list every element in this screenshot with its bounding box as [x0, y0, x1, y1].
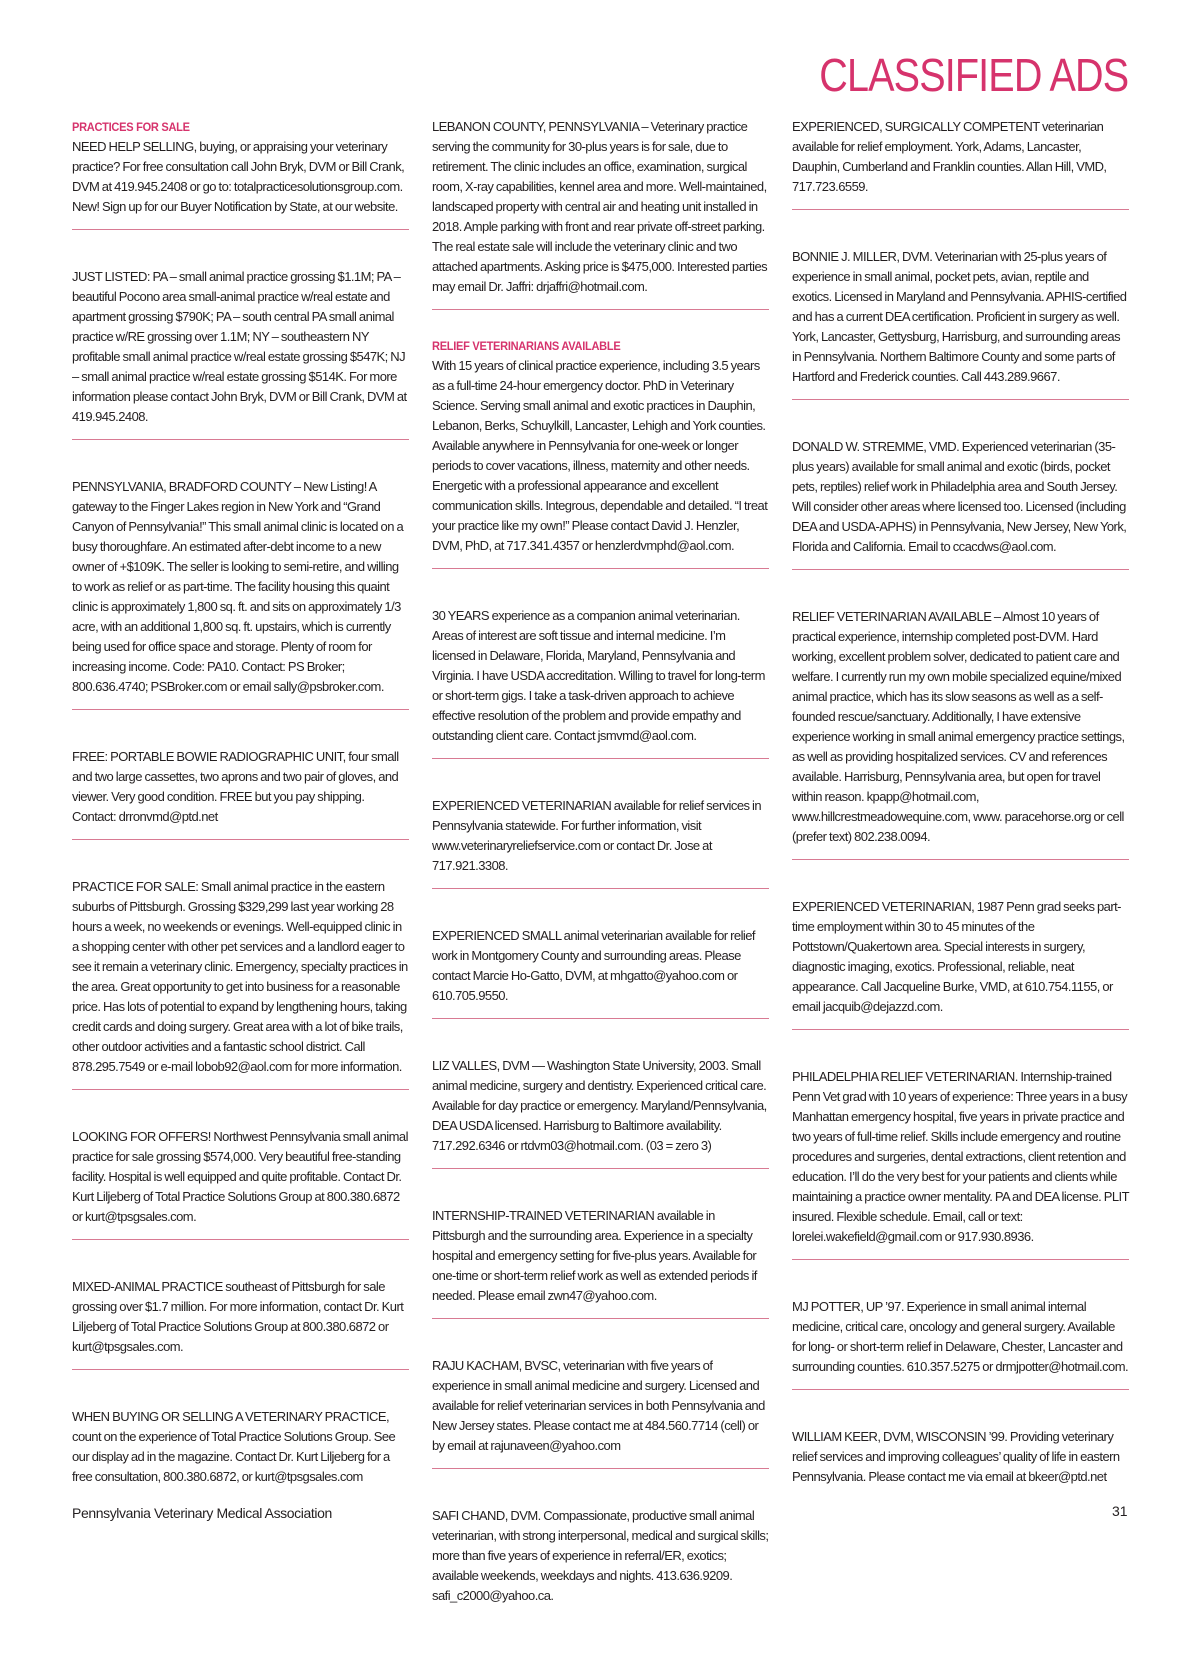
ad-text: INTERNSHIP-TRAINED VETERINARIAN available in Pittsburgh and the surrounding area. Experience in a specialty hospital and emergency setting for five-plus years. Available for one-time or short-term relief work as well as extended periods if needed. Please email zwn47@yahoo.com.	[432, 1208, 757, 1303]
classified-ad	[792, 897, 1129, 1030]
classified-ad	[792, 607, 1129, 860]
classified-ad	[72, 1127, 409, 1240]
ad-text: RELIEF VETERINARIAN AVAILABLE – Almost 10 years of practical experience, internship completed post-DVM. Hard working, excellent problem solver, dedicated to patient care and welfare. I currently run my own mobile specialized equine/mixed animal practice, which has its slow seasons as well as a self-founded rescue/sanctuary. Additionally, I have extensive experience working in small animal emergency practice settings, as well as providing hospitalized services. CV and references available. Harrisburg, Pennsylvania area, but open for travel within reason. kpapp@hotmail.com, www.hillcrestmeadowequine.com, www. paracehorse.org or cell (prefer text) 802.238.0094.	[792, 609, 1125, 844]
classified-ad	[72, 1407, 409, 1499]
classified-ad	[72, 267, 409, 440]
classified-ad	[792, 247, 1129, 400]
classified-ad	[792, 1067, 1129, 1260]
classified-ad	[792, 117, 1129, 210]
ad-text: JUST LISTED: PA – small animal practice grossing $1.1M; PA – beautiful Pocono area small-animal practice w/real estate and apartment grossing $790K; PA – south central PA small animal practice w/RE grossing over 1.1M; NY – southeastern NY profitable small animal practice w/real estate grossing $547K; NJ – small animal practice w/real estate grossing $514K. For more information please contact John Bryk, DVM or Bill Crank, DVM at 419.945.2408.	[72, 269, 407, 424]
classified-ad	[432, 926, 769, 1019]
page-title: CLASSIFIED ADS	[819, 49, 1128, 101]
column-right	[792, 117, 1129, 1536]
ad-text: EXPERIENCED VETERINARIAN available for relief services in Pennsylvania statewide. For further information, visit www.veterinaryreliefservice.com or contact Dr. Jose at 717.921.3308.	[432, 798, 762, 873]
ad-text: LEBANON COUNTY, PENNSYLVANIA – Veterinary practice serving the community for 30-plus years is for sale, due to retirement. The clinic includes an office, examination, surgical room, X-ray capabilities, kennel area and more. Well-maintained, landscaped property with central air and heating unit installed in 2018. Ample parking with front and rear private off-street parking. The real estate sale will include the veterinary clinic and two attached apartments. Asking price is $475,000. Interested parties may email Dr. Jaffri: drjaffri@hotmail.com.	[432, 119, 768, 294]
classified-ad	[72, 747, 409, 840]
ad-text: RAJU KACHAM, BVSC, veterinarian with five years of experience in small animal medicine and surgery. Licensed and available for relief veterinarian services in both Pennsylvania and New Jersey states. Please contact me at 484.560.7714 (cell) or by email at rajunaveen@yahoo.com	[432, 1358, 765, 1453]
ad-text: With 15 years of clinical practice experience, including 3.5 years as a full-time 24-hour emergency doctor. PhD in Veterinary Science. Serving small animal and exotic practices in Dauphin, Lebanon, Berks, Schuylkill, Lancaster, Lehigh and York counties. Available anywhere in Pennsylvania for one-week or longer periods to cover vacations, illness, maternity and other needs. Energetic with a professional appearance and excellent communication skills. Integrous, dependable and detailed. “I treat your practice like my own!” Please contact David J. Henzler, DVM, PhD, at 717.341.4357 or henzlerdvmphd@aol.com.	[432, 358, 768, 553]
page-number: 31	[1112, 1503, 1128, 1519]
classified-ad	[432, 796, 769, 889]
footer-publisher: Pennsylvania Veterinary Medical Association	[72, 1505, 332, 1521]
ad-text: WILLIAM KEER, DVM, WISCONSIN ’99. Providing veterinary relief services and improving colleagues’ quality of life in eastern Pennsylvania. Please contact me via email at bkeer@ptd.net	[792, 1429, 1120, 1484]
ad-text: NEED HELP SELLING, buying, or appraising your veterinary practice? For free consultation call John Bryk, DVM or Bill Crank, DVM at 419.945.2408 or go to: totalpracticesolutionsgroup.com. New! Sign up for our Buyer Notification by State, at our website.	[72, 139, 405, 214]
ad-text: PHILADELPHIA RELIEF VETERINARIAN. Internship-trained Penn Vet grad with 10 years of experience: Three years in a busy Manhattan emergency hospital, five years in private practice and two years of full-time relief. Skills include emergency and routine procedures and surgeries, dental extractions, client retention and education. I’ll do the very best for your patients and clients while maintaining a practice owner mentality. PA and DEA license. PLIT insured. Flexible schedule. Email, call or text: lorelei.wakefield@gmail.com or 917.930.8936.	[792, 1069, 1129, 1244]
column-left	[72, 117, 409, 1536]
classified-ad	[432, 1206, 769, 1319]
ad-text: EXPERIENCED, SURGICALLY COMPETENT veterinarian available for relief employment. York, Adams, Lancaster, Dauphin, Cumberland and Franklin counties. Allan Hill, VMD, 717.723.6559.	[792, 119, 1107, 194]
classified-ad	[432, 606, 769, 759]
classified-ad	[432, 1056, 769, 1169]
classified-ad	[792, 1427, 1129, 1499]
ad-text: MIXED-ANIMAL PRACTICE southeast of Pittsburgh for sale grossing over $1.7 million. For more information, contact Dr. Kurt Liljeberg of Total Practice Solutions Group at 800.380.6872 or kurt@tpsgsales.com.	[72, 1279, 404, 1354]
ad-text: BONNIE J. MILLER, DVM. Veterinarian with 25-plus years of experience in small animal, pocket pets, avian, reptile and exotics. Licensed in Maryland and Pennsylvania. APHIS-certified and has a current DEA certification. Proficient in surgery as well. York, Lancaster, Gettysburg, Harrisburg, and surrounding areas in Pennsylvania. Northern Baltimore County and some parts of Hartford and Frederick counties. Call 443.289.9667.	[792, 249, 1127, 384]
classified-ad	[792, 1297, 1129, 1390]
classified-ad	[432, 1506, 769, 1618]
classified-ad	[432, 117, 769, 310]
classified-ad	[432, 1356, 769, 1469]
ad-text: LOOKING FOR OFFERS! Northwest Pennsylvania small animal practice for sale grossing $574,000. Very beautiful free-standing facility. Hospital is well equipped and quite profitable. Contact Dr. Kurt Liljeberg of Total Practice Solutions Group at 800.380.6872 or kurt@tpsgsales.com.	[72, 1129, 408, 1224]
ad-text: EXPERIENCED SMALL animal veterinarian available for relief work in Montgomery County and surrounding areas. Please contact Marcie Ho-Gatto, DVM, at mhgatto@yahoo.com or 610.705.9550.	[432, 928, 755, 1003]
section-heading-relief-veterinarians: RELIEF VETERINARIANS AVAILABLE	[432, 339, 621, 353]
ad-text: PENNSYLVANIA, BRADFORD COUNTY – New Listing! A gateway to the Finger Lakes region in New York and “Grand Canyon of Pennsylvania!” This small animal clinic is located on a busy thoroughfare. An estimated after-debt income to a new owner of +$109K. The seller is looking to semi-retire, and willing to work as relief or as part-time. The facility housing this quaint clinic is approximately 1,800 sq. ft. and sits on approximately 1/3 acre, with an additional 1,800 sq. ft. upstairs, which is currently being used for office space and storage. Plenty of room for increasing income. Code: PA10. Contact: PS Broker; 800.636.4740; PSBroker.com or email sally@psbroker.com.	[72, 479, 404, 694]
section-heading-practices-for-sale: PRACTICES FOR SALE	[72, 120, 190, 134]
ad-text: 30 YEARS experience as a companion animal veterinarian. Areas of interest are soft tissue and internal medicine. I’m licensed in Delaware, Florida, Maryland, Pennsylvania and Virginia. I have USDA accreditation. Willing to travel for long-term or short-term gigs. I take a task-driven approach to achieve effective resolution of the problem and provide empathy and outstanding client care. Contact jsmvmd@aol.com.	[432, 608, 765, 743]
ad-text: SAFI CHAND, DVM. Compassionate, productive small animal veterinarian, with strong interpersonal, medical and surgical skills; more than five years of experience in referral/ER, exotics; available weekends, weekdays and nights. 413.636.9209. safi_c2000@yahoo.ca.	[432, 1508, 769, 1603]
classified-ad	[72, 877, 409, 1090]
classified-ad	[72, 117, 409, 230]
classified-ad	[72, 477, 409, 710]
ad-text: PRACTICE FOR SALE: Small animal practice in the eastern suburbs of Pittsburgh. Grossing $329,299 last year working 28 hours a week, no weekends or evenings. Well-equipped clinic in a shopping center with other pet services and a landlord eager to see it remain a veterinary clinic. Emergency, specialty practices in the area. Great opportunity to get into business for a reasonable price. Has lots of potential to expand by lengthening hours, taking credit cards and doing surgery. Great area with a lot of bike trails, other outdoor activities and a fantastic school district. Call 878.295.7549 or e-mail lobob92@aol.com for more information.	[72, 879, 408, 1074]
ad-text: EXPERIENCED VETERINARIAN, 1987 Penn grad seeks part-time employment within 30 to 45 minutes of the Pottstown/Quakertown area. Special interests in surgery, diagnostic imaging, exotics. Professional, reliable, neat appearance. Call Jacqueline Burke, VMD, at 610.754.1155, or email jacquib@dejazzd.com.	[792, 899, 1121, 1014]
column-middle	[432, 117, 769, 1655]
ad-text: DONALD W. STREMME, VMD. Experienced veterinarian (35-plus years) available for small animal and exotic (birds, pocket pets, reptiles) relief work in Philadelphia area and South Jersey. Will consider other areas where licensed too. Licensed (including DEA and USDA-APHS) in Pennsylvania, New Jersey, New York, Florida and California. Email to ccacdws@aol.com.	[792, 439, 1127, 554]
ad-text: MJ POTTER, UP ’97. Experience in small animal internal medicine, critical care, oncology and general surgery. Available for long- or short-term relief in Delaware, Chester, Lancaster and surrounding counties. 610.357.5275 or drmjpotter@hotmail.com.	[792, 1299, 1129, 1374]
classified-ad	[792, 437, 1129, 570]
ad-text: LIZ VALLES, DVM — Washington State University, 2003. Small animal medicine, surgery and dentistry. Experienced critical care. Available for day practice or emergency. Maryland/Pennsylvania, DEA USDA licensed. Harrisburg to Baltimore availability. 717.292.6346 or rtdvm03@hotmail.com. (03 = zero 3)	[432, 1058, 767, 1153]
classified-ad	[432, 336, 769, 569]
classified-ad	[72, 1277, 409, 1370]
ad-text: WHEN BUYING OR SELLING A VETERINARY PRACTICE, count on the experience of Total Practice Solutions Group. See our display ad in the magazine. Contact Dr. Kurt Liljeberg for a free consultation, 800.380.6872, or kurt@tpsgsales.com	[72, 1409, 396, 1484]
ad-text: FREE: PORTABLE BOWIE RADIOGRAPHIC UNIT, four small and two large cassettes, two aprons and two pair of gloves, and viewer. Very good condition. FREE but you pay shipping. Contact: drronvmd@ptd.net	[72, 749, 399, 824]
